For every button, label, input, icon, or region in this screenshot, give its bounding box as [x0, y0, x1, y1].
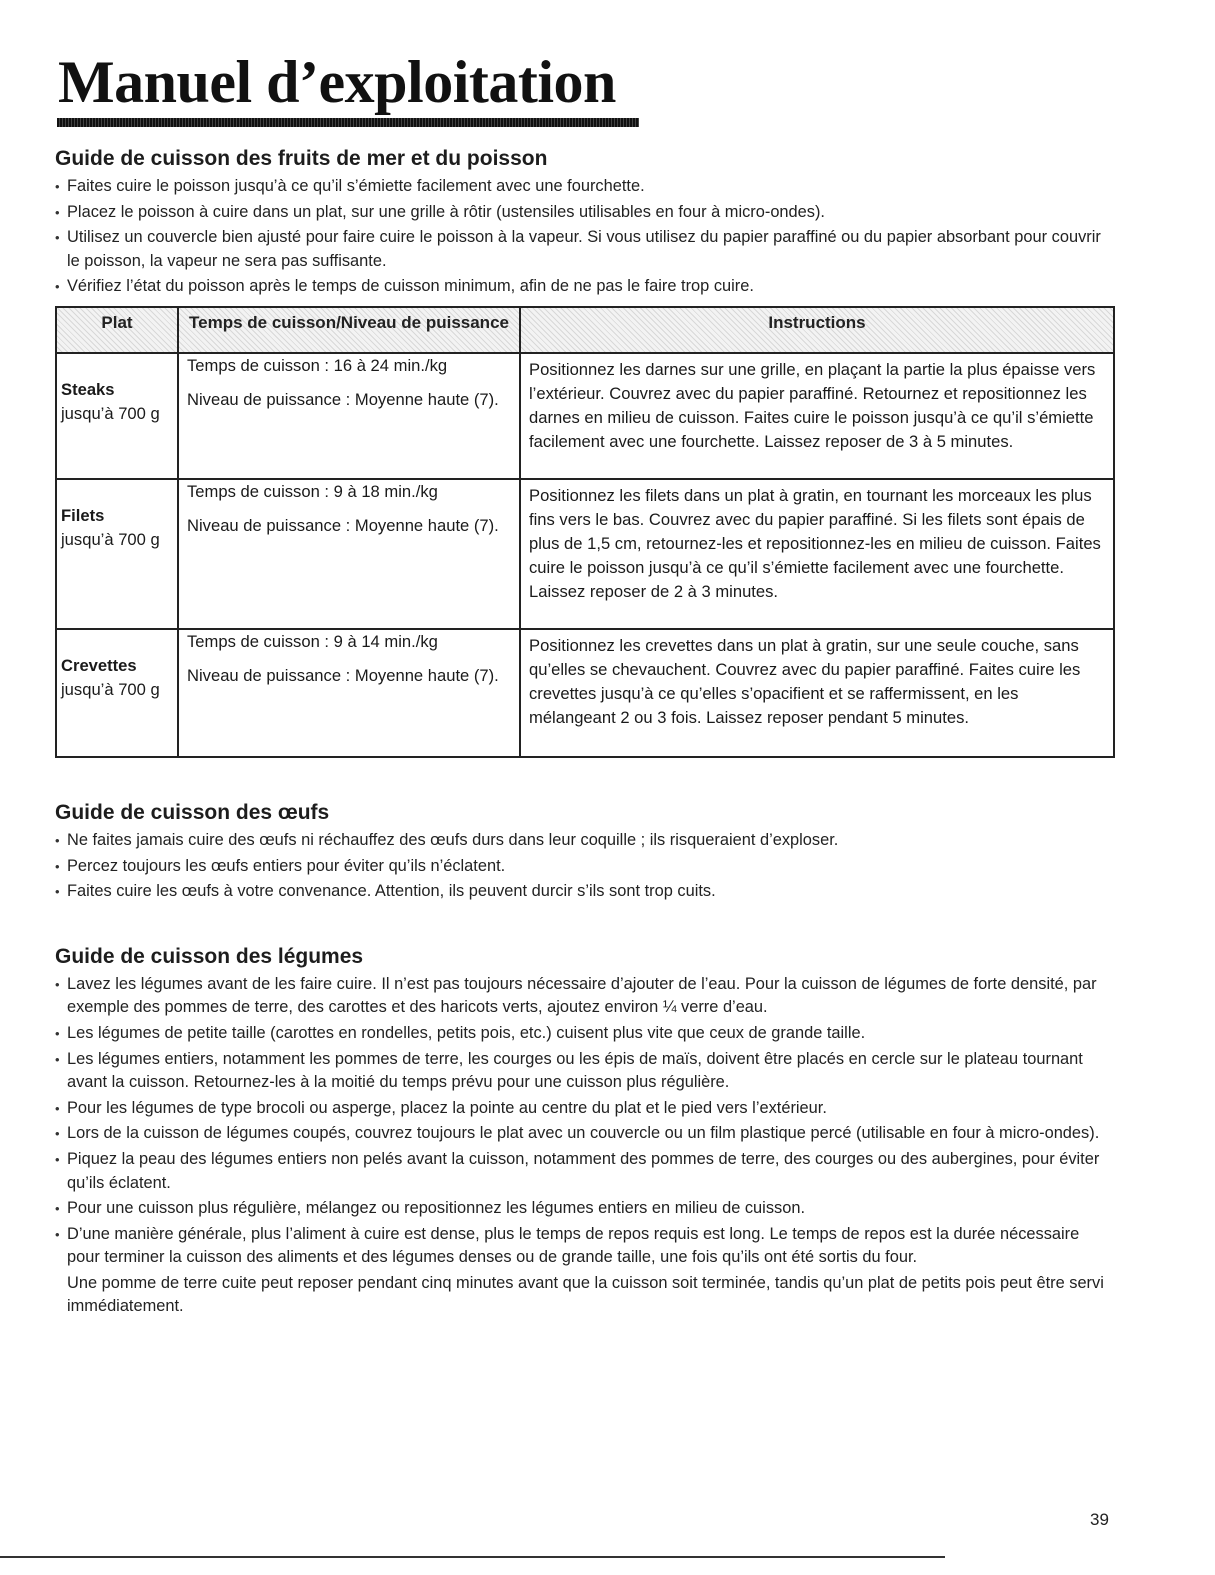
vegetables-section	[55, 944, 1115, 1319]
dish-name: Crevettes	[61, 655, 137, 675]
power-level: Niveau de puissance : Moyenne haute (7).	[187, 389, 499, 409]
power-level: Niveau de puissance : Moyenne haute (7).	[187, 665, 499, 685]
cooking-time: Temps de cuisson : 9 à 14 min./kg	[187, 631, 438, 651]
list-item: • Lors de la cuisson de légumes coupés, couvrez toujours le plat avec un couvercle ou un film plastique percé (utilisable en four à micro-ondes).	[55, 1122, 1115, 1146]
manual-page	[55, 49, 1115, 1319]
time-power-cell	[178, 353, 520, 479]
dish-cell	[56, 353, 178, 479]
list-item: • Faites cuire les œufs à votre convenance. Attention, ils peuvent durcir s’ils sont trop cuits.	[55, 880, 1115, 904]
dish-quantity: jusqu’à 700 g	[61, 403, 160, 423]
instructions-cell: Positionnez les darnes sur une grille, en plaçant la partie la plus épaisse vers l’extérieur. Couvrez avec du papier paraffiné. Retournez et repositionnez les darnes en milieu de cuisson. Faites cuire le poisson jusqu’à ce qu’il s’émiette facilement avec une fourchette. Laissez reposer de 3 à 5 minutes.	[520, 353, 1114, 479]
list-item: • Faites cuire le poisson jusqu’à ce qu’il s’émiette facilement avec une fourchette.	[55, 175, 1115, 199]
instructions-cell: Positionnez les crevettes dans un plat à gratin, sur une seule couche, sans qu’elles se chevauchent. Couvrez avec du papier paraffiné. Faites cuire les crevettes jusqu’à ce qu’elles s’opacifient et se raffermissent, en les mélangeant 2 ou 3 fois. Laissez reposer pendant 5 minutes.	[520, 629, 1114, 757]
dish-quantity: jusqu’à 700 g	[61, 679, 160, 699]
time-power-cell	[178, 479, 520, 629]
table-row	[56, 629, 1114, 757]
power-level: Niveau de puissance : Moyenne haute (7).	[187, 515, 499, 535]
list-item: • Les légumes de petite taille (carottes en rondelles, petits pois, etc.) cuisent plus vite que ceux de grande taille.	[55, 1022, 1115, 1046]
column-header-instructions: Instructions	[520, 307, 1114, 353]
list-item: • Utilisez un couvercle bien ajusté pour faire cuire le poisson à la vapeur. Si vous utilisez du papier paraffiné ou du papier absorbant pour couvrir le poisson, la vapeur ne sera pas suffisante.	[55, 226, 1115, 273]
vegetables-extra-note: Une pomme de terre cuite peut reposer pendant cinq minutes avant que la cuisson soit terminée, tandis qu’un plat de petits pois peut être servi immédiatement.	[67, 1273, 1104, 1316]
list-item: • Ne faites jamais cuire des œufs ni réchauffez des œufs durs dans leur coquille ; ils risqueraient d’exploser.	[55, 829, 1115, 853]
instructions-cell: Positionnez les filets dans un plat à gratin, en tournant les morceaux les plus fins vers le bas. Couvrez avec du papier paraffiné. Si les filets sont épais de plus de 1,5 cm, retournez-les et repositionnez-les en milieu de cuisson. Faites cuire le poisson jusqu’à ce qu’il s’émiette facilement avec une fourchette. Laissez reposer de 2 à 3 minutes.	[520, 479, 1114, 629]
dish-cell	[56, 629, 178, 757]
list-item: • Pour une cuisson plus régulière, mélangez ou repositionnez les légumes entiers en milieu de cuisson.	[55, 1197, 1115, 1221]
fish-cooking-table	[55, 306, 1115, 758]
vegetables-heading: Guide de cuisson des légumes	[55, 944, 364, 968]
table-header-row	[56, 307, 1114, 353]
vegetables-bullet-list	[55, 973, 1115, 1270]
cooking-time: Temps de cuisson : 16 à 24 min./kg	[187, 355, 448, 375]
dish-cell	[56, 479, 178, 629]
eggs-heading: Guide de cuisson des œufs	[55, 800, 330, 824]
eggs-section	[55, 800, 1115, 904]
eggs-bullet-list	[55, 829, 1115, 904]
column-header-temps: Temps de cuisson/Niveau de puissance	[178, 307, 520, 353]
table-row	[56, 479, 1114, 629]
list-item: • Piquez la peau des légumes entiers non pelés avant la cuisson, notamment des pommes de terre, des courges ou des aubergines, pour éviter qu’ils éclatent.	[55, 1148, 1115, 1195]
fish-heading: Guide de cuisson des fruits de mer et du poisson	[55, 147, 548, 170]
dish-quantity: jusqu’à 700 g	[61, 529, 160, 549]
list-item: • Percez toujours les œufs entiers pour éviter qu’ils n’éclatent.	[55, 855, 1115, 879]
column-header-plat: Plat	[56, 307, 178, 353]
list-item: • D’une manière générale, plus l’aliment à cuire est dense, plus le temps de repos requis est long. Le temps de repos est la durée nécessaire pour terminer la cuisson des aliments et des légumes denses ou de grande taille, une fois qu’ils ont été sortis du four.	[55, 1223, 1115, 1270]
page-title: Manuel d’exploitation	[58, 49, 616, 115]
title-underline	[57, 118, 639, 127]
fish-section	[55, 146, 1115, 758]
dish-name: Steaks	[61, 379, 115, 399]
list-item: • Lavez les légumes avant de les faire cuire. Il n’est pas toujours nécessaire d’ajouter de l’eau. Pour la cuisson de légumes de forte densité, par exemple des pommes de terre, des carottes et des haricots verts, ajoutez environ ¼ verre d’eau.	[55, 973, 1115, 1020]
list-item: • Placez le poisson à cuire dans un plat, sur une grille à rôtir (ustensiles utilisables en four à micro-ondes).	[55, 201, 1115, 225]
cooking-time: Temps de cuisson : 9 à 18 min./kg	[187, 481, 438, 501]
fish-bullet-list	[55, 175, 1115, 299]
table-row	[56, 353, 1114, 479]
footer-rule	[0, 1556, 945, 1558]
list-item: • Vérifiez l’état du poisson après le temps de cuisson minimum, afin de ne pas le faire trop cuire.	[55, 275, 1115, 299]
page-number: 39	[1090, 1510, 1109, 1529]
time-power-cell	[178, 629, 520, 757]
list-item: • Les légumes entiers, notamment les pommes de terre, les courges ou les épis de maïs, doivent être placés en cercle sur le plateau tournant avant la cuisson. Retournez-les à la moitié du temps prévu pour une cuisson plus régulière.	[55, 1048, 1115, 1095]
list-item: • Pour les légumes de type brocoli ou asperge, placez la pointe au centre du plat et le pied vers l’extérieur.	[55, 1097, 1115, 1121]
dish-name: Filets	[61, 505, 105, 525]
